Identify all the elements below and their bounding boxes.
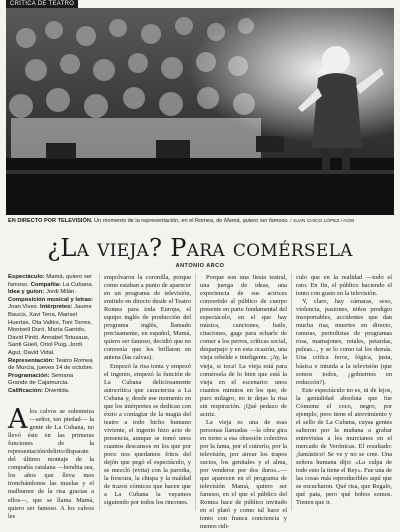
- fact-label-espectaculo: Espectáculo:: [8, 274, 45, 280]
- paragraph: Empezó la risa tonta y empezó el ingenio, empezó la función de La Cubana deliciosamente autocrítica que caracteriza a La Cubana y, desde ese momento en que los intérpretes se dedican con éxito a contagiar de la magia del teatro a todo bicho humano viviente, el ingenio hizo acto de presencia, aunque se tomó unos cuantos descansos en los que por poco nos quedamos fritos del dejón que pegó el espectáculo, y se mezcló (evita) con la parodia, la frescura, la chispa y la maldad de trazos cómicos que hacen que a La Cubana la vayamos siguiendo por todos los rincones.: [104, 362, 191, 507]
- article-byline: ANTONIO ARCO: [175, 263, 225, 269]
- paragraph: Y, claro, hay cámaras, seso, violencia, pasiones, niños prodigio insoportables, accidentes que dan mucha risa, muertes en directo, ranuras, periodistas de programas rosa, mamajones, retales, petardas, peleas..., y se lo como tal los demás. Una crítica feroz, lógica, justa, básica e intuida a la televisión (que somos todos, ¿gobiernos en reduccón?).: [296, 298, 392, 386]
- fact-label-composicion: Composición musical y letras:: [8, 296, 94, 303]
- article-photo: [6, 8, 394, 215]
- paragraph-text: los calvos se solemniza —señor, ten piedad— la gente de La Cubana, no llevó éste en las primeras funciones de la representación/delirio/disparate del último montaje de la compañía catalana —bendita sea, los años que lleva mos tronchándonos las muelas y el malhumor de la risa gracias a ellos—, que se llama Mamá, quiero ser famoso. A los calvos les: [8, 408, 94, 520]
- column-rule: [195, 274, 196, 510]
- fact-value-espectaculo: Mamá, quiero ser famoso.: [8, 274, 93, 288]
- article-column-2: [104, 274, 191, 512]
- fact-label-representacion: Representación:: [8, 357, 55, 364]
- fact-label-idea: Idea y guion:: [8, 289, 45, 296]
- fact-value-representacion: Teatro Romea de Murcia, jueves 14 de octubre.: [8, 357, 94, 372]
- paragraph: Porque son una fiesta teatral, una juerga de ideas, una experiencia de sus actrices convertido al público de cuerpo presente en parte fundamental del espectáculo, en el que hay música, canciones, baile, citaciones, gags para echarle de comer a los perros, críticas social, desparpajo y en esta ocasión, una vieja rebelde e inteligente. ¡Ay, la vieja, si toca! La vieja está para comérsela de lo bien que está la vieja en el escenario: unos cuantos minutos en los que, de puro milagro, no te dejas la risa sin respiración. ¡Qué pedazo de actriz.: [200, 274, 287, 418]
- article-headline: ¿La vieja? Para comérsela: [47, 234, 353, 262]
- paragraph: Este espectáculo no es, ni de lejos, la genialidad absoluta que fue Cómeme el coco, negro, por ejemplo, pero tiene el atrevimiento y el sello de La Cubana, cuyas gentes salieron por la mañana a grabar entrevistas a los murcianos en el mercado de Verónicas. El resultado: ¡fantástico! Se ve y no se cree. Una señora humana dijo: «La culpa de todo esto la tiene el Rey». Fue una de las cosas más reproducibles aquí que se escucharon. Qué risa, que Regalo, qué pata, pero qué bobos somos. Tienen que ir.: [296, 386, 393, 507]
- article-column-3: [200, 274, 287, 531]
- article-column-1: [8, 274, 94, 520]
- fact-value-interpretes: Jaume Baucis, Xavi Tena, Marisel Huertas, Ota Vallès, Toni Torres, Montxell Duró, María Garrido, David Pintó, Annabel Totusaus, Santi Güell, Oriol Puig, Jordi Agut, David Vidal.: [8, 304, 93, 356]
- fact-box: [8, 274, 94, 408]
- paragraph: empolvaron la coronilla, porque como estaban a punto de aparecer en un programa de televisión, emitido en directo desde el Teatro Romea para toda Europa, el equipo inglés de producción del programa inglés, llamado precisamente, en español, Mamá, quiero ser famoso, decidió que no convenía que les brillaran en antena (las calvas).: [104, 274, 191, 362]
- fact-value-idea: Jordi Milán.: [44, 289, 77, 296]
- paragraph: La vieja es una de esas personas llamadas —la obra gira en torno a esa obsesión colectiva por la fama, por el cutrerío, por la televisión, por airear los trapos sucios, los genitales y el alma, por venderse por dos duros...— que aparecen en el programa de televisión Mamá, quiero ser famoso, en el que el público del Romea hace de público invitado en el plató y como tal hace el tonto con franca conciencia y menos ridi-: [200, 418, 287, 531]
- drop-cap: A: [8, 404, 28, 435]
- fact-value-composicion: Joan Vives.: [8, 304, 40, 311]
- fact-label-compania: Compañía:: [30, 281, 62, 288]
- photo-caption: [8, 218, 392, 225]
- fact-label-programacion: Programación:: [8, 372, 50, 379]
- caption-text: Un momento de la representación, en el Romea, de: [92, 218, 224, 224]
- fact-value-compania: La Cubana.: [61, 281, 94, 288]
- paragraph: culo que en la realidad —todo el rato. En fin, el público haciendo el tonto con gusto en la televisión.: [296, 274, 392, 298]
- paragraph: [8, 404, 94, 521]
- section-tag: CRÍTICA DE TEATRO: [6, 0, 78, 8]
- article-column-4: [296, 274, 392, 512]
- fact-label-calificacion: Calificación:: [8, 387, 44, 394]
- caption-bold: EN DIRECTO POR TELEVISIÓN.: [8, 218, 93, 224]
- fact-value-programacion: Semana Grande de Cajamurcia.: [8, 372, 74, 387]
- caption-credit: / JUAN CHICO LÓPEZ / AGM: [288, 219, 354, 224]
- fact-value-calificacion: Divertida.: [43, 387, 70, 394]
- column-rule: [291, 274, 292, 510]
- column-rule: [99, 274, 100, 510]
- caption-title: Mamá, quiero ser famoso.: [223, 218, 289, 224]
- fact-label-interpretes: Intérpretes:: [39, 304, 73, 311]
